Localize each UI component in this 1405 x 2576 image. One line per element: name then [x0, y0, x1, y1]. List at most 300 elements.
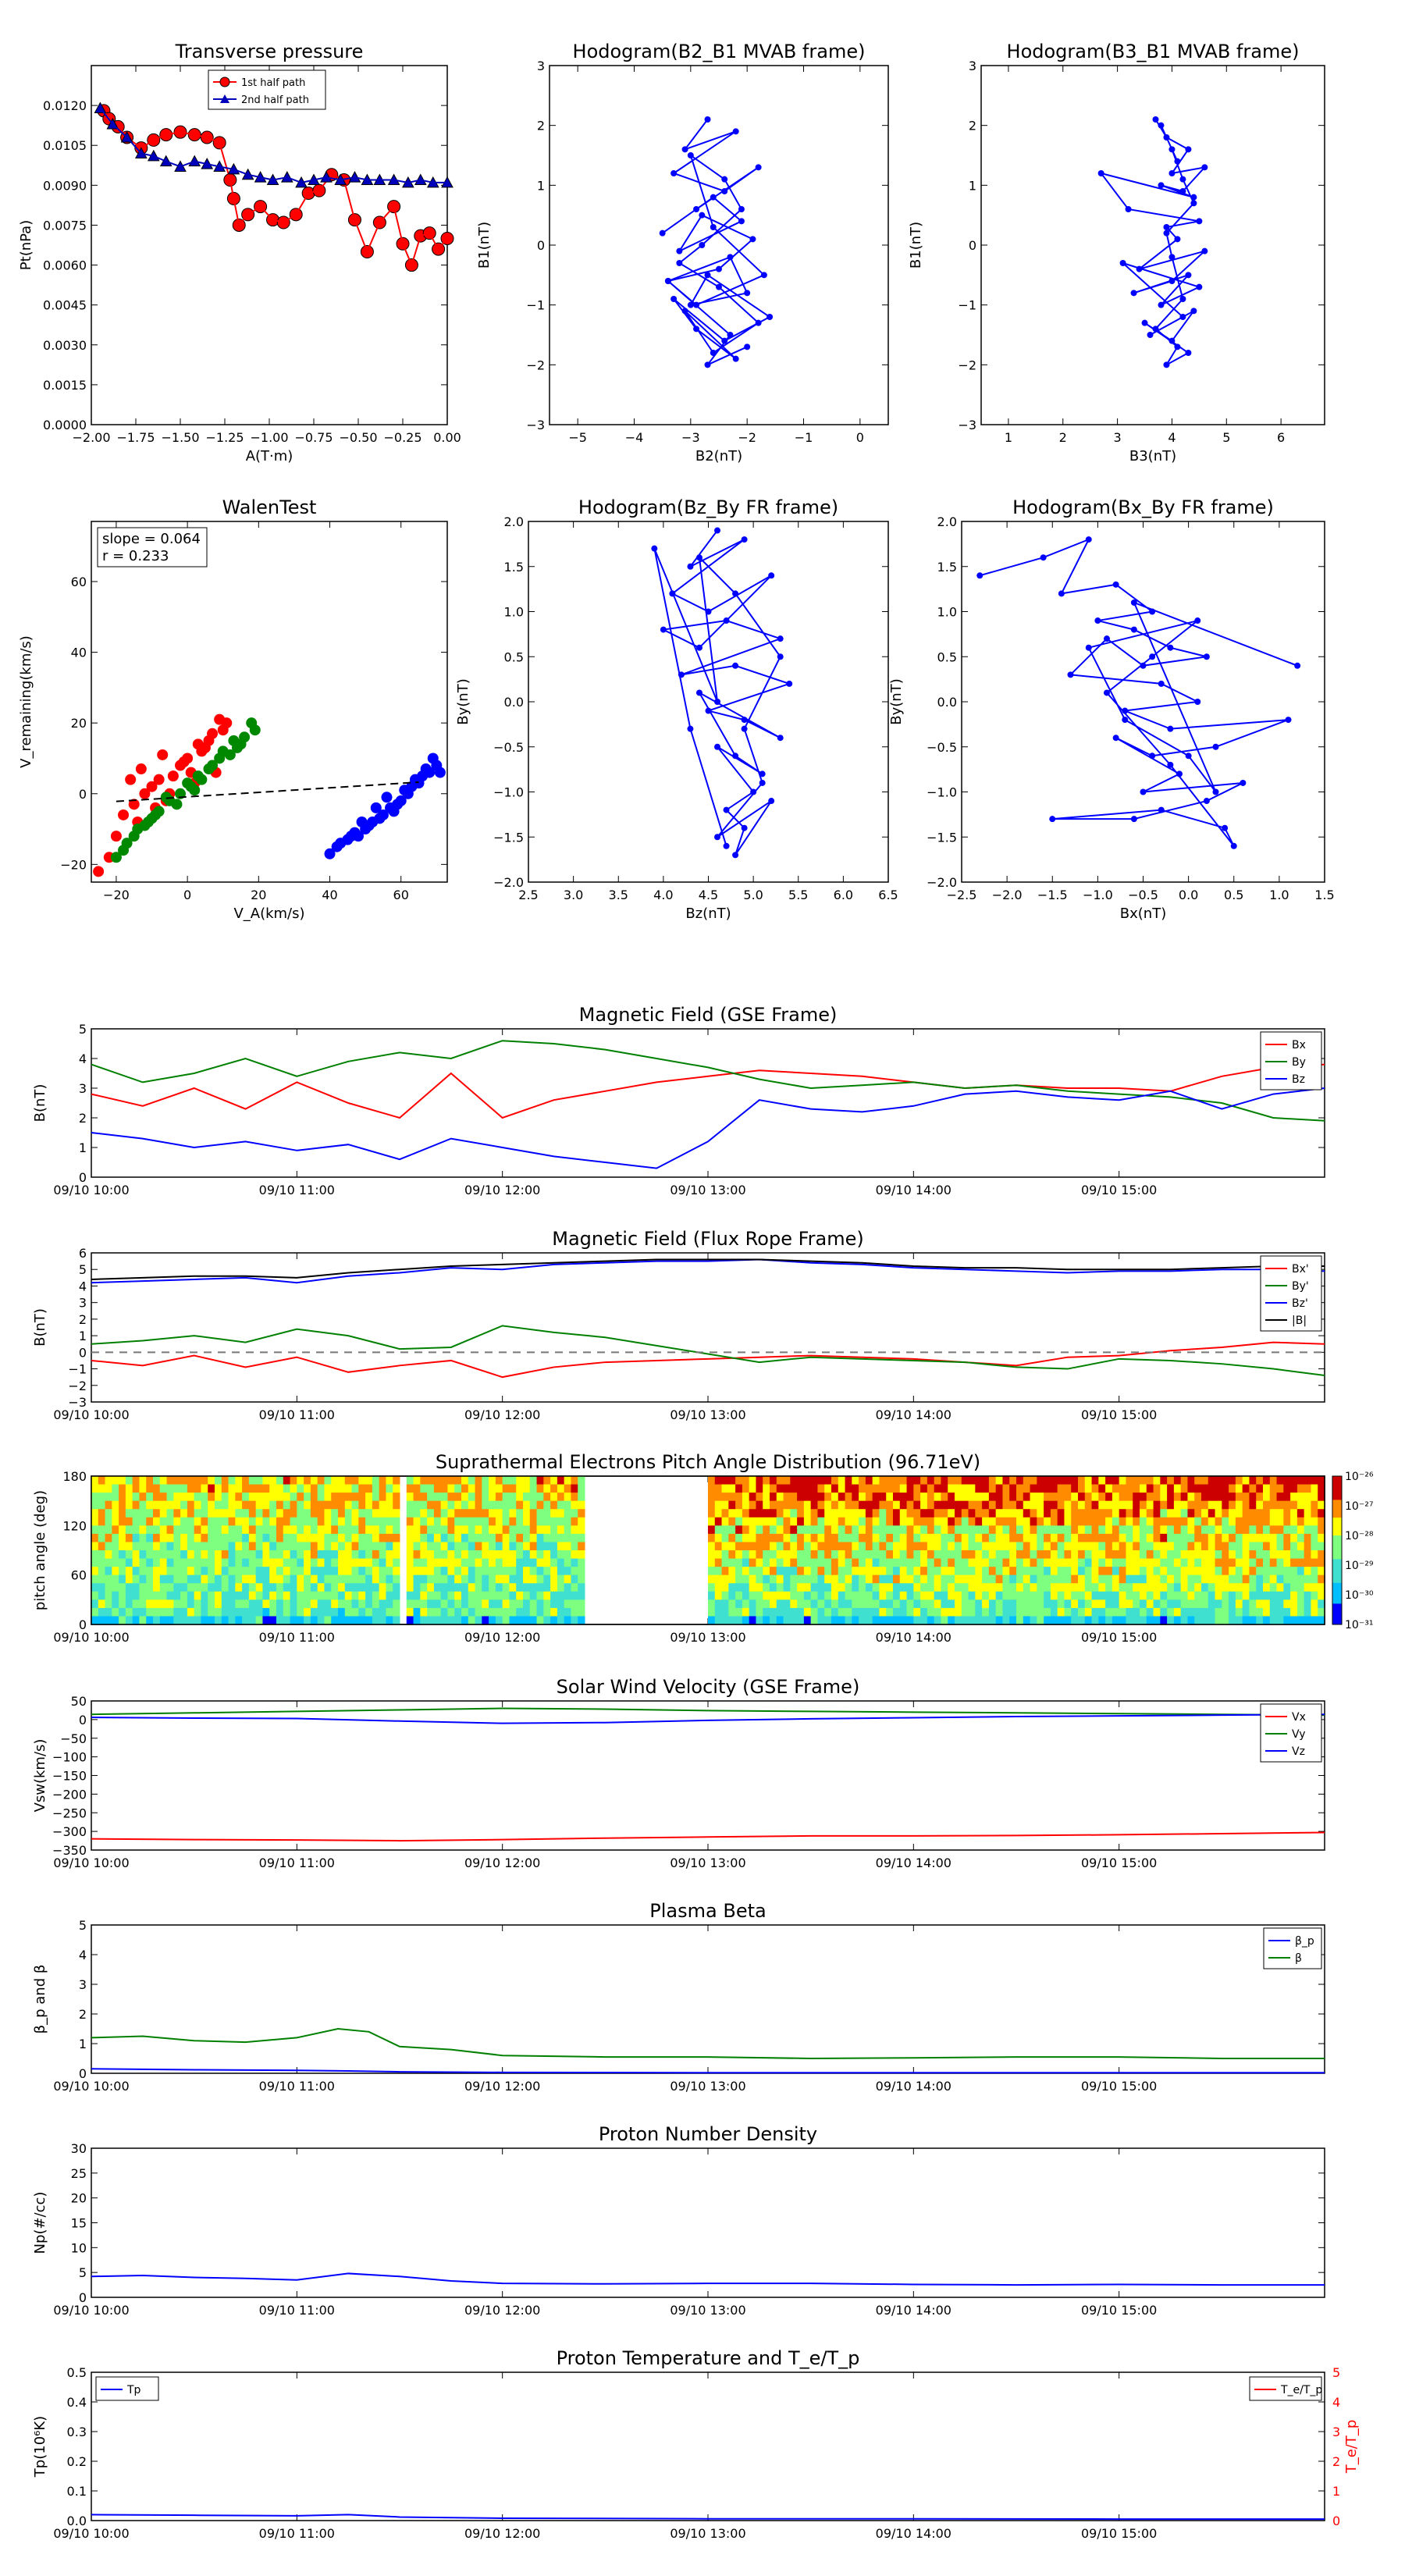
pad-cell: [1194, 1616, 1201, 1624]
pad-cell: [454, 1567, 461, 1575]
pad-cell: [318, 1592, 325, 1600]
pad-cell: [475, 1608, 482, 1617]
pad-cell: [824, 1501, 831, 1510]
hodo_bx_by-ytick-label: −1.0: [927, 785, 957, 800]
hodo_bz_by-xlabel: Bz(nT): [685, 906, 731, 922]
pad-cell: [215, 1575, 222, 1584]
hodo_b2_b1-point-s0: [767, 314, 773, 320]
hodo_b3_b1-point-s0: [1168, 146, 1175, 152]
pad-cell: [482, 1476, 489, 1485]
pad-cell: [817, 1608, 824, 1617]
pad-cell: [1174, 1485, 1181, 1493]
pad-cell: [1140, 1583, 1147, 1592]
pad-cell: [454, 1509, 461, 1517]
pad-cell: [859, 1525, 866, 1534]
pad-cell: [496, 1599, 503, 1608]
pad-cell: [269, 1550, 276, 1559]
pad-cell: [461, 1534, 468, 1542]
pad-cell: [1085, 1509, 1092, 1517]
pad-cell: [1085, 1599, 1092, 1608]
pad-cell: [873, 1550, 880, 1559]
pad-cell: [831, 1550, 838, 1559]
pad-cell: [804, 1525, 811, 1534]
hodo_bx_by-point-s0: [1040, 554, 1047, 560]
hodo_b2_b1-xtick-label: −5: [568, 430, 587, 445]
pad-cell: [948, 1592, 955, 1600]
pad-cell: [934, 1493, 941, 1501]
pad-cell: [777, 1559, 784, 1567]
pad-cell: [1112, 1525, 1119, 1534]
pad-cell: [1078, 1525, 1085, 1534]
pad-cell: [126, 1550, 133, 1559]
pad-cell: [873, 1542, 880, 1550]
pad-cell: [1187, 1509, 1194, 1517]
pad-cell: [1147, 1616, 1154, 1624]
pad-cell: [982, 1534, 989, 1542]
pad-cell: [468, 1542, 475, 1550]
pad-cell: [811, 1567, 818, 1575]
pad-colorbar-segment: [1332, 1553, 1342, 1557]
pad-cell: [907, 1559, 914, 1567]
pad-cell: [1009, 1592, 1016, 1600]
pad-cell: [173, 1567, 180, 1575]
pad-cell: [1119, 1509, 1126, 1517]
pad-cell: [886, 1592, 893, 1600]
pad-cell: [1160, 1476, 1167, 1485]
pad-cell: [318, 1485, 325, 1493]
np-line-s0: [91, 2273, 1325, 2285]
pad-cell: [804, 1517, 811, 1526]
pad-cell: [975, 1559, 982, 1567]
pad-cell: [831, 1616, 838, 1624]
pad-cell: [1283, 1542, 1290, 1550]
pad-cell: [886, 1608, 893, 1617]
pad-cell: [1201, 1592, 1208, 1600]
pad-cell: [235, 1550, 242, 1559]
pad-cell: [996, 1517, 1003, 1526]
pad-cell: [318, 1501, 325, 1510]
pad-cell: [1064, 1583, 1071, 1592]
pad-cell: [461, 1542, 468, 1550]
pad-cell: [1283, 1493, 1290, 1501]
pad-cell: [1051, 1485, 1058, 1493]
pad-cell: [969, 1608, 976, 1617]
pad-cell: [276, 1509, 283, 1517]
pad-cell: [1154, 1559, 1161, 1567]
pad-cell: [1058, 1608, 1065, 1617]
pad-cell: [1297, 1616, 1304, 1624]
pad-cell: [1044, 1525, 1051, 1534]
pad-cell: [996, 1485, 1003, 1493]
pad-colorbar-segment: [1332, 1494, 1342, 1497]
pad-cell: [1092, 1608, 1099, 1617]
pad-cell: [715, 1583, 722, 1592]
pad-cell: [1229, 1592, 1236, 1600]
np-axes-frame: [91, 2148, 1325, 2297]
pad-cell: [318, 1476, 325, 1485]
pad-cell: [427, 1583, 434, 1592]
pad-cell: [715, 1592, 722, 1600]
pad-cell: [311, 1534, 318, 1542]
pad-colorbar-segment: [1332, 1509, 1342, 1512]
pad-cell: [249, 1517, 256, 1526]
pad-colorbar-segment: [1332, 1595, 1342, 1598]
pad-cell: [543, 1517, 550, 1526]
pad-cell: [893, 1559, 900, 1567]
pad-cell: [475, 1476, 482, 1485]
pad-cell: [173, 1509, 180, 1517]
pad-cell: [167, 1583, 174, 1592]
pad-cell: [345, 1599, 352, 1608]
pad-cell: [262, 1583, 269, 1592]
pad-cell: [311, 1476, 318, 1485]
mag_gse-xtick-label: 09/10 13:00: [670, 1183, 746, 1197]
pad-cell: [1249, 1485, 1256, 1493]
pad-cell: [763, 1476, 770, 1485]
pad-colorbar-label: 10⁻²⁷: [1345, 1500, 1374, 1513]
pad-cell: [722, 1534, 729, 1542]
pad-cell: [564, 1559, 571, 1567]
pad-cell: [1181, 1616, 1188, 1624]
pad-cell: [242, 1542, 249, 1550]
pad-cell: [180, 1485, 187, 1493]
pad-cell: [365, 1476, 372, 1485]
pad-cell: [304, 1476, 311, 1485]
pad-cell: [756, 1534, 763, 1542]
pad-cell: [324, 1575, 331, 1584]
pad-cell: [461, 1476, 468, 1485]
pad-cell: [365, 1493, 372, 1501]
pad-cell: [811, 1608, 818, 1617]
mag_fr-xtick-label: 09/10 13:00: [670, 1407, 746, 1422]
pad-cell: [1016, 1567, 1023, 1575]
pad-cell: [1112, 1567, 1119, 1575]
pad-cell: [927, 1599, 934, 1608]
pad-cell: [722, 1509, 729, 1517]
pad-cell: [269, 1583, 276, 1592]
pad-cell: [708, 1608, 715, 1617]
hodo_bz_by-point-s0: [714, 699, 720, 705]
vsw-legend-label: Vy: [1292, 1728, 1306, 1741]
pad-cell: [1236, 1550, 1243, 1559]
pad-cell: [1160, 1559, 1167, 1567]
pad-cell: [934, 1599, 941, 1608]
pad-cell: [708, 1493, 715, 1501]
pad-cell: [1304, 1493, 1311, 1501]
pad-cell: [160, 1493, 167, 1501]
pad-cell: [1263, 1616, 1270, 1624]
pad-cell: [201, 1517, 208, 1526]
pad-cell: [893, 1550, 900, 1559]
pad-colorbar-segment: [1332, 1550, 1342, 1553]
pad-cell: [208, 1542, 215, 1550]
pad-cell: [1002, 1567, 1009, 1575]
pad-cell: [975, 1485, 982, 1493]
pad-cell: [1044, 1599, 1051, 1608]
pad-cell: [866, 1525, 873, 1534]
pad-cell: [201, 1485, 208, 1493]
pad-cell: [441, 1575, 448, 1584]
pad-cell: [804, 1608, 811, 1617]
hodo_bx_by-ytick-label: −1.5: [927, 830, 957, 845]
mag_gse-ytick-label: 2: [78, 1111, 87, 1126]
pad-cell: [907, 1616, 914, 1624]
pad-cell: [1098, 1583, 1105, 1592]
hodo_bx_by-point-s0: [1158, 807, 1165, 813]
pad-cell: [1201, 1550, 1208, 1559]
pad-cell: [1167, 1616, 1174, 1624]
pad-cell: [523, 1485, 530, 1493]
pad-cell: [996, 1534, 1003, 1542]
pad-cell: [1119, 1592, 1126, 1600]
pad-cell: [208, 1599, 215, 1608]
pad-cell: [550, 1476, 557, 1485]
pad-cell: [578, 1608, 585, 1617]
pad-cell: [1270, 1550, 1277, 1559]
mag_fr-xtick-label: 09/10 15:00: [1081, 1407, 1158, 1422]
pad-cell: [345, 1575, 352, 1584]
pad-cell: [996, 1542, 1003, 1550]
mag_fr-xtick-label: 09/10 12:00: [464, 1407, 541, 1422]
hodo_b2_b1-point-s0: [693, 206, 699, 212]
pad-cell: [256, 1550, 263, 1559]
pad-cell: [920, 1616, 927, 1624]
pad-cell: [91, 1476, 98, 1485]
pad-ytick-label: 60: [70, 1567, 87, 1583]
hodo_bz_by-ytick-label: −1.5: [493, 830, 524, 845]
pad-cell: [1147, 1501, 1154, 1510]
pad-cell: [852, 1509, 859, 1517]
vsw-ylabel: Vsw(km/s): [32, 1738, 48, 1813]
pad-cell: [386, 1567, 393, 1575]
hodo_b2_b1-xtick-label: −4: [624, 430, 644, 445]
pad-cell: [105, 1608, 112, 1617]
pad-cell: [1154, 1525, 1161, 1534]
pad-cell: [283, 1592, 290, 1600]
pad-cell: [900, 1485, 907, 1493]
pad-cell: [824, 1525, 831, 1534]
vsw-ytick-label: −250: [52, 1806, 87, 1821]
pad-cell: [173, 1592, 180, 1600]
pad-cell: [784, 1583, 791, 1592]
pad-cell: [91, 1525, 98, 1534]
pad-cell: [852, 1575, 859, 1584]
pad-cell: [845, 1517, 852, 1526]
hodo_bx_by-point-s0: [1113, 582, 1119, 588]
pad-cell: [811, 1476, 818, 1485]
pad-cell: [489, 1559, 496, 1567]
pad-cell: [468, 1517, 475, 1526]
pad-cell: [509, 1501, 516, 1510]
pad-cell: [1201, 1509, 1208, 1517]
pad-cell: [749, 1592, 756, 1600]
walen-point-s0: [207, 728, 218, 739]
pad-cell: [790, 1493, 797, 1501]
pad-cell: [1174, 1592, 1181, 1600]
pad-cell: [372, 1476, 379, 1485]
pad-cell: [996, 1559, 1003, 1567]
pad-cell: [324, 1599, 331, 1608]
pad-cell: [1160, 1599, 1167, 1608]
pad-cell: [934, 1476, 941, 1485]
pad-cell: [886, 1525, 893, 1534]
pad-cell: [866, 1501, 873, 1510]
pad-cell: [461, 1501, 468, 1510]
pad-cell: [324, 1550, 331, 1559]
pad-cell: [126, 1501, 133, 1510]
pad-cell: [235, 1575, 242, 1584]
hodo_b2_b1-point-s0: [682, 308, 688, 314]
pad-cell: [879, 1517, 886, 1526]
pad-cell: [1016, 1525, 1023, 1534]
pad-cell: [208, 1525, 215, 1534]
pad-cell: [530, 1485, 537, 1493]
pad-cell: [249, 1542, 256, 1550]
pad-cell: [1023, 1501, 1030, 1510]
hodo_bx_by-point-s0: [1086, 645, 1092, 651]
pad-cell: [1002, 1608, 1009, 1617]
hodo_bx_by-point-s0: [1213, 789, 1219, 795]
pad-cell: [1283, 1509, 1290, 1517]
pad-cell: [441, 1525, 448, 1534]
pad-cell: [475, 1501, 482, 1510]
pad-cell: [1229, 1542, 1236, 1550]
hodo_bx_by-point-s0: [1167, 762, 1173, 768]
pad-cell: [941, 1534, 948, 1542]
mag_fr-axes-frame: [91, 1253, 1325, 1402]
pad-cell: [907, 1542, 914, 1550]
pad-cell: [1058, 1592, 1065, 1600]
pad-cell: [845, 1616, 852, 1624]
pad-cell: [749, 1567, 756, 1575]
pad-cell: [824, 1559, 831, 1567]
hodo_b3_b1-point-s0: [1152, 116, 1158, 123]
walen-point-s2: [346, 831, 357, 841]
hodo_b2_b1-point-s0: [710, 194, 717, 201]
pad-cell: [1249, 1534, 1256, 1542]
pad-cell: [770, 1509, 777, 1517]
pad-cell: [1002, 1493, 1009, 1501]
pad-cell: [763, 1509, 770, 1517]
pad-cell: [290, 1575, 297, 1584]
pad-cell: [496, 1534, 503, 1542]
pad-cell: [119, 1525, 126, 1534]
transverse_pressure-ylabel: Pt(nPa): [18, 219, 34, 271]
pad-cell: [1140, 1608, 1147, 1617]
beta-legend-label: β: [1295, 1952, 1302, 1965]
pad-cell: [276, 1517, 283, 1526]
pad-cell: [352, 1592, 359, 1600]
pad-cell: [1037, 1476, 1044, 1485]
pad-cell: [893, 1583, 900, 1592]
pad-cell: [98, 1493, 105, 1501]
pad-cell: [550, 1509, 557, 1517]
pad-cell: [331, 1501, 338, 1510]
pad-cell: [578, 1583, 585, 1592]
pad-cell: [777, 1575, 784, 1584]
pad-cell: [1290, 1616, 1297, 1624]
pad-cell: [564, 1509, 571, 1517]
pad-cell: [728, 1525, 735, 1534]
pad-cell: [982, 1567, 989, 1575]
hodo_bx_by-xtick-label: −2.5: [946, 888, 977, 902]
pad-cell: [304, 1567, 311, 1575]
pad-cell: [98, 1501, 105, 1510]
hodo_bx_by-point-s0: [1222, 825, 1228, 831]
hodo_b3_b1-point-s0: [1174, 343, 1180, 350]
pad-cell: [222, 1476, 229, 1485]
pad-cell: [811, 1542, 818, 1550]
pad-cell: [927, 1583, 934, 1592]
walen-ytick-label: 40: [70, 645, 87, 660]
pad-cell: [1201, 1599, 1208, 1608]
pad-cell: [1133, 1599, 1140, 1608]
pad-cell: [749, 1599, 756, 1608]
hodo_bx_by-point-s0: [976, 572, 983, 578]
pad-cell: [1071, 1583, 1078, 1592]
pad-cell: [550, 1501, 557, 1510]
pad-cell: [256, 1559, 263, 1567]
pad-cell: [920, 1509, 927, 1517]
pad-cell: [1092, 1485, 1099, 1493]
pad-cell: [338, 1525, 345, 1534]
pad-cell: [311, 1616, 318, 1624]
pad-cell: [249, 1485, 256, 1493]
pad-cell: [447, 1525, 454, 1534]
pad-cell: [215, 1517, 222, 1526]
pad-cell: [784, 1476, 791, 1485]
pad-colorbar-segment: [1332, 1506, 1342, 1509]
pad-cell: [777, 1509, 784, 1517]
hodo_b3_b1-point-s0: [1174, 236, 1180, 242]
pad-cell: [962, 1599, 969, 1608]
pad-cell: [427, 1501, 434, 1510]
pad-cell: [955, 1476, 962, 1485]
pad-cell: [249, 1599, 256, 1608]
pad-cell: [1181, 1583, 1188, 1592]
pad-cell: [516, 1476, 523, 1485]
pad-cell: [824, 1550, 831, 1559]
pad-colorbar-segment: [1332, 1571, 1342, 1574]
pad-cell: [1249, 1476, 1256, 1485]
pad-cell: [886, 1567, 893, 1575]
pad-cell: [784, 1493, 791, 1501]
pad-cell: [1222, 1509, 1229, 1517]
pad-cell: [1147, 1599, 1154, 1608]
pad-cell: [838, 1592, 845, 1600]
pad-cell: [1119, 1616, 1126, 1624]
pad-cell: [91, 1550, 98, 1559]
pad-cell: [845, 1608, 852, 1617]
pad-cell: [461, 1550, 468, 1559]
pad-cell: [105, 1592, 112, 1600]
pad-cell: [1126, 1542, 1133, 1550]
pad-cell: [379, 1567, 386, 1575]
pad-cell: [989, 1550, 996, 1559]
pad-cell: [989, 1608, 996, 1617]
pad-cell: [372, 1550, 379, 1559]
pad-cell: [1071, 1501, 1078, 1510]
pad-cell: [893, 1542, 900, 1550]
pad-cell: [1064, 1592, 1071, 1600]
pad-cell: [1133, 1592, 1140, 1600]
pad-cell: [215, 1583, 222, 1592]
pad-cell: [1147, 1575, 1154, 1584]
pad-cell: [441, 1493, 448, 1501]
pad-cell: [509, 1485, 516, 1493]
pad-cell: [1263, 1583, 1270, 1592]
pad-cell: [509, 1608, 516, 1617]
